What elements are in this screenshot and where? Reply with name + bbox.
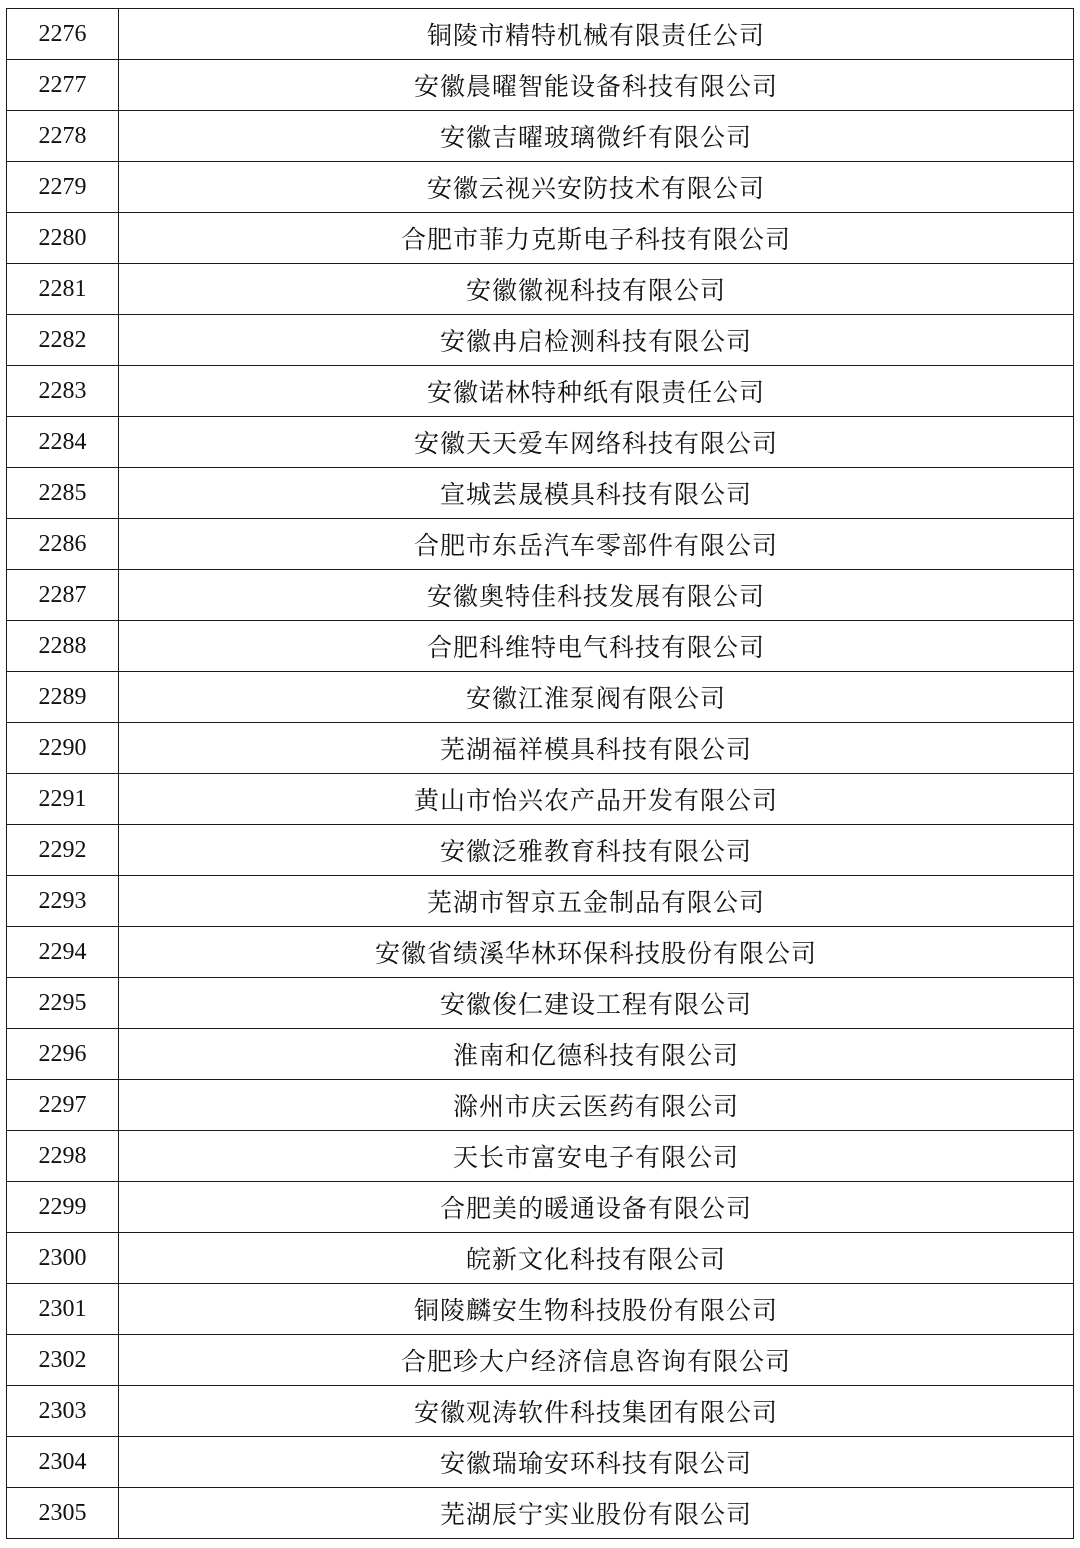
table-row xyxy=(7,978,1074,1029)
row-number-cell: 2296 xyxy=(7,1029,119,1080)
row-number-cell: 2298 xyxy=(7,1131,119,1182)
row-number-cell: 2283 xyxy=(7,366,119,417)
company-name-cell: 合肥科维特电气科技有限公司 xyxy=(119,621,1074,672)
table-body xyxy=(7,9,1074,1539)
company-name-cell: 安徽观涛软件科技集团有限公司 xyxy=(119,1386,1074,1437)
table-row xyxy=(7,1080,1074,1131)
table-row xyxy=(7,111,1074,162)
company-name-cell: 铜陵麟安生物科技股份有限公司 xyxy=(119,1284,1074,1335)
row-number-cell: 2278 xyxy=(7,111,119,162)
row-number-cell: 2280 xyxy=(7,213,119,264)
company-name-cell: 合肥市东岳汽车零部件有限公司 xyxy=(119,519,1074,570)
table-row xyxy=(7,60,1074,111)
row-number-cell: 2291 xyxy=(7,774,119,825)
table-row xyxy=(7,774,1074,825)
row-number-cell: 2292 xyxy=(7,825,119,876)
table-row xyxy=(7,315,1074,366)
table-row xyxy=(7,672,1074,723)
row-number-cell: 2276 xyxy=(7,9,119,60)
row-number-cell: 2279 xyxy=(7,162,119,213)
company-name-cell: 安徽奥特佳科技发展有限公司 xyxy=(119,570,1074,621)
row-number-cell: 2281 xyxy=(7,264,119,315)
company-name-cell: 芜湖市智京五金制品有限公司 xyxy=(119,876,1074,927)
company-name-cell: 芜湖福祥模具科技有限公司 xyxy=(119,723,1074,774)
document-page xyxy=(6,8,1074,1539)
table-row xyxy=(7,417,1074,468)
company-list-table xyxy=(6,8,1074,1539)
row-number-cell: 2282 xyxy=(7,315,119,366)
table-row xyxy=(7,825,1074,876)
table-row xyxy=(7,1029,1074,1080)
row-number-cell: 2294 xyxy=(7,927,119,978)
company-name-cell: 芜湖辰宁实业股份有限公司 xyxy=(119,1488,1074,1539)
table-row xyxy=(7,570,1074,621)
company-name-cell: 安徽冉启检测科技有限公司 xyxy=(119,315,1074,366)
row-number-cell: 2303 xyxy=(7,1386,119,1437)
row-number-cell: 2284 xyxy=(7,417,119,468)
company-name-cell: 滁州市庆云医药有限公司 xyxy=(119,1080,1074,1131)
table-row xyxy=(7,1437,1074,1488)
company-name-cell: 安徽晨曜智能设备科技有限公司 xyxy=(119,60,1074,111)
table-row xyxy=(7,264,1074,315)
table-row xyxy=(7,723,1074,774)
table-row xyxy=(7,1386,1074,1437)
row-number-cell: 2301 xyxy=(7,1284,119,1335)
table-row xyxy=(7,366,1074,417)
row-number-cell: 2297 xyxy=(7,1080,119,1131)
company-name-cell: 合肥美的暖通设备有限公司 xyxy=(119,1182,1074,1233)
row-number-cell: 2300 xyxy=(7,1233,119,1284)
table-row xyxy=(7,1335,1074,1386)
table-row xyxy=(7,1182,1074,1233)
row-number-cell: 2302 xyxy=(7,1335,119,1386)
company-name-cell: 皖新文化科技有限公司 xyxy=(119,1233,1074,1284)
company-name-cell: 合肥市菲力克斯电子科技有限公司 xyxy=(119,213,1074,264)
table-row xyxy=(7,1488,1074,1539)
row-number-cell: 2299 xyxy=(7,1182,119,1233)
table-row xyxy=(7,468,1074,519)
row-number-cell: 2305 xyxy=(7,1488,119,1539)
row-number-cell: 2304 xyxy=(7,1437,119,1488)
table-row xyxy=(7,9,1074,60)
company-name-cell: 安徽诺林特种纸有限责任公司 xyxy=(119,366,1074,417)
table-row xyxy=(7,1284,1074,1335)
company-name-cell: 安徽瑞瑜安环科技有限公司 xyxy=(119,1437,1074,1488)
company-name-cell: 安徽俊仁建设工程有限公司 xyxy=(119,978,1074,1029)
table-row xyxy=(7,162,1074,213)
company-name-cell: 宣城芸晟模具科技有限公司 xyxy=(119,468,1074,519)
company-name-cell: 淮南和亿德科技有限公司 xyxy=(119,1029,1074,1080)
company-name-cell: 安徽天天爱车网络科技有限公司 xyxy=(119,417,1074,468)
row-number-cell: 2288 xyxy=(7,621,119,672)
table-row xyxy=(7,1233,1074,1284)
company-name-cell: 合肥珍大户经济信息咨询有限公司 xyxy=(119,1335,1074,1386)
table-row xyxy=(7,1131,1074,1182)
company-name-cell: 安徽云视兴安防技术有限公司 xyxy=(119,162,1074,213)
company-name-cell: 安徽泛雅教育科技有限公司 xyxy=(119,825,1074,876)
table-row xyxy=(7,213,1074,264)
row-number-cell: 2277 xyxy=(7,60,119,111)
company-name-cell: 安徽徽视科技有限公司 xyxy=(119,264,1074,315)
row-number-cell: 2290 xyxy=(7,723,119,774)
company-name-cell: 安徽吉曜玻璃微纤有限公司 xyxy=(119,111,1074,162)
company-name-cell: 铜陵市精特机械有限责任公司 xyxy=(119,9,1074,60)
company-name-cell: 黄山市怡兴农产品开发有限公司 xyxy=(119,774,1074,825)
row-number-cell: 2287 xyxy=(7,570,119,621)
table-row xyxy=(7,876,1074,927)
company-name-cell: 安徽省绩溪华林环保科技股份有限公司 xyxy=(119,927,1074,978)
row-number-cell: 2293 xyxy=(7,876,119,927)
company-name-cell: 安徽江淮泵阀有限公司 xyxy=(119,672,1074,723)
table-row xyxy=(7,519,1074,570)
row-number-cell: 2289 xyxy=(7,672,119,723)
table-row xyxy=(7,621,1074,672)
table-row xyxy=(7,927,1074,978)
row-number-cell: 2286 xyxy=(7,519,119,570)
company-name-cell: 天长市富安电子有限公司 xyxy=(119,1131,1074,1182)
row-number-cell: 2295 xyxy=(7,978,119,1029)
row-number-cell: 2285 xyxy=(7,468,119,519)
